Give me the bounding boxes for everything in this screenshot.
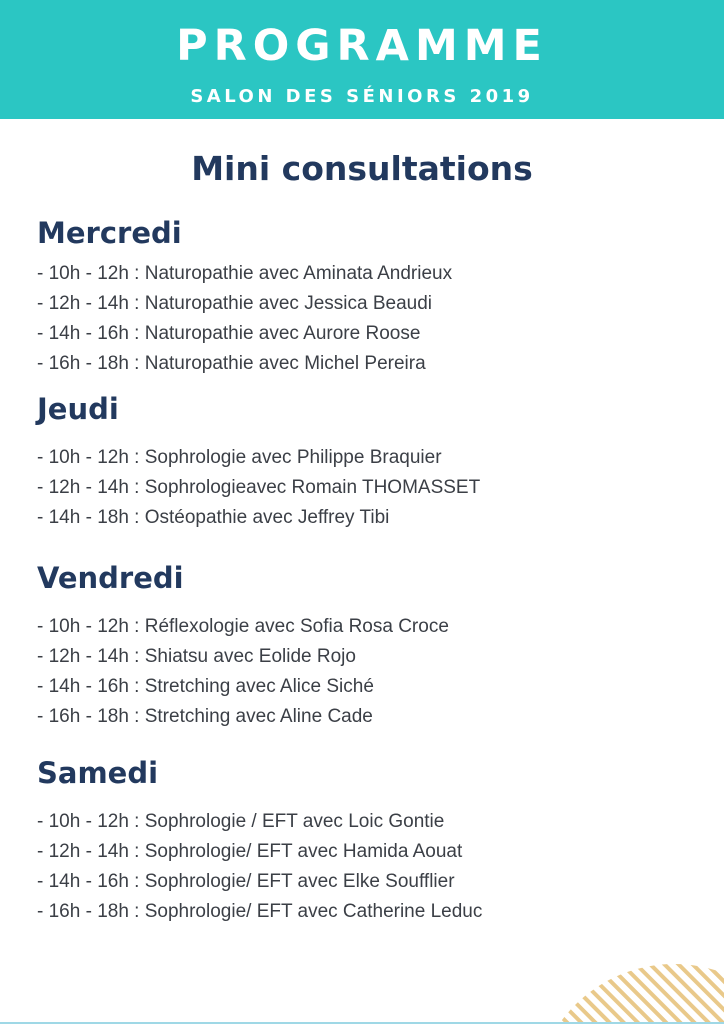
schedule-item: - 10h - 12h : Sophrologie / EFT avec Loic Gontie [37,811,445,832]
day-block-jeudi [37,389,697,533]
schedule-item: - 12h - 14h : Naturopathie avec Jessica Beaudi [37,293,433,314]
page-subtitle: SALON DES SÉNIORS 2019 [190,86,534,107]
schedule-item: - 16h - 18h : Naturopathie avec Michel Pereira [37,353,426,374]
day-block-samedi [37,753,697,927]
schedule-item: - 16h - 18h : Sophrologie/ EFT avec Catherine Leduc [37,901,483,922]
day-heading: Samedi [37,756,159,790]
day-heading: Vendredi [37,561,184,595]
schedule-item: - 10h - 12h : Naturopathie avec Aminata Andrieux [37,263,453,284]
schedule-item: - 10h - 12h : Sophrologie avec Philippe Braquier [37,447,442,468]
schedule-item: - 12h - 14h : Shiatsu avec Eolide Rojo [37,646,356,667]
schedule-item: - 14h - 16h : Naturopathie avec Aurore Roose [37,323,421,344]
schedule-item: - 14h - 16h : Stretching avec Alice Siché [37,676,374,697]
day-heading: Mercredi [37,216,182,250]
header-banner [0,0,724,119]
day-block-vendredi [37,558,697,732]
page-title: PROGRAMME [176,21,548,71]
schedule-item: - 12h - 14h : Sophrologie/ EFT avec Hamida Aouat [37,841,463,862]
day-heading: Jeudi [37,392,119,426]
schedule-item: - 14h - 18h : Ostéopathie avec Jeffrey Tibi [37,507,390,528]
striped-semicircle-decoration [534,964,724,1024]
day-block-mercredi [37,213,697,379]
schedule-item: - 10h - 12h : Réflexologie avec Sofia Rosa Croce [37,616,449,637]
schedule-item: - 12h - 14h : Sophrologieavec Romain THOMASSET [37,477,481,498]
schedule-item: - 14h - 16h : Sophrologie/ EFT avec Elke Soufflier [37,871,455,892]
section-title: Mini consultations [191,149,533,188]
schedule-item: - 16h - 18h : Stretching avec Aline Cade [37,706,373,727]
